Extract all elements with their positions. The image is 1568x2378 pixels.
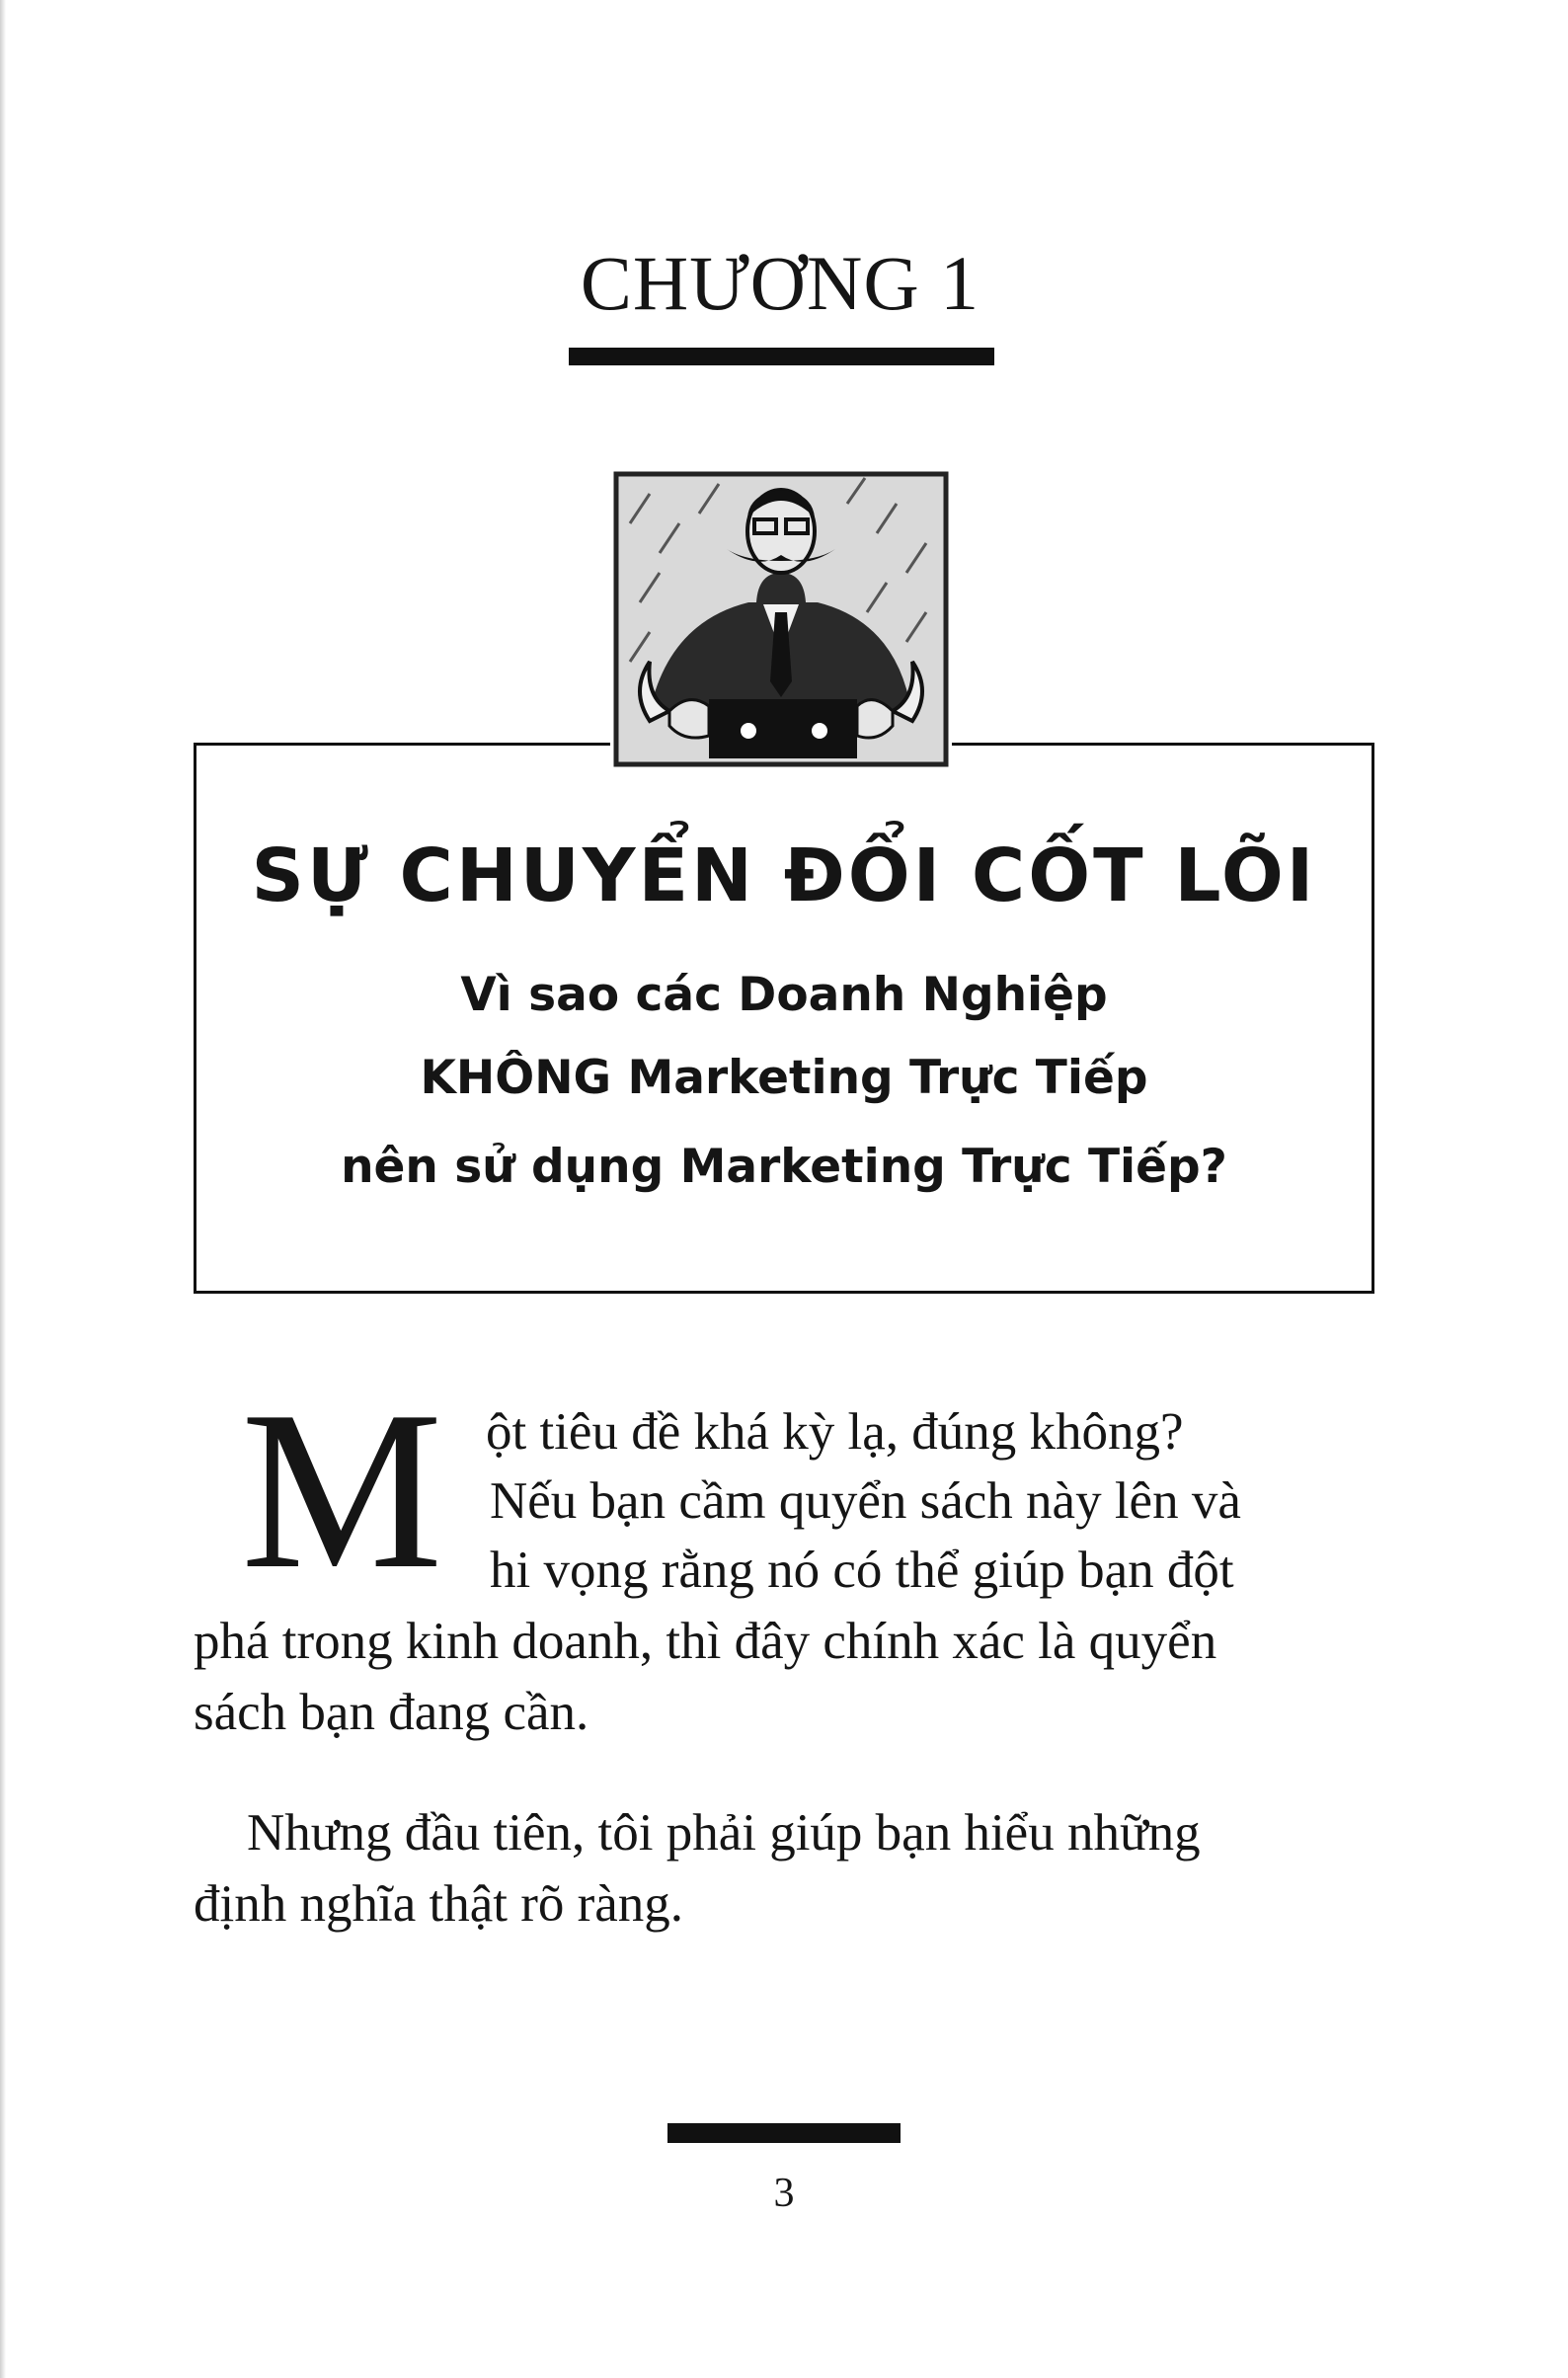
- paragraph-line: định nghĩa thật rõ ràng.: [194, 1875, 684, 1933]
- page-number: 3: [773, 2171, 795, 2216]
- chapter-heading-rule: [569, 348, 994, 365]
- section-title: SỰ CHUYỂN ĐỔI CỐT LÕI: [251, 833, 1317, 918]
- paragraph-line: sách bạn đang cần.: [194, 1684, 589, 1741]
- page-edge-shadow: [0, 0, 6, 2378]
- paragraph-line: Nhưng đầu tiên, tôi phải giúp bạn hiểu những: [247, 1804, 1201, 1862]
- subtitle-line: KHÔNG Marketing Trực Tiếp: [420, 1051, 1148, 1105]
- drop-cap: M: [241, 1364, 443, 1616]
- subtitle-line: Vì sao các Doanh Nghiệp: [460, 968, 1108, 1022]
- footer-rule: [667, 2123, 901, 2143]
- paragraph-line: ột tiêu đề khá kỳ lạ, đúng không?: [486, 1403, 1184, 1461]
- chapter-heading: CHƯƠNG 1: [580, 240, 980, 326]
- businessman-illustration: [610, 464, 952, 770]
- paragraph-line: Nếu bạn cầm quyển sách này lên và: [490, 1472, 1241, 1530]
- paragraph-line: hi vọng rằng nó có thể giúp bạn đột: [490, 1542, 1234, 1599]
- subtitle-line: nên sử dụng Marketing Trực Tiếp?: [341, 1140, 1227, 1194]
- paragraph-line: phá trong kinh doanh, thì đây chính xác là quyển: [194, 1613, 1217, 1670]
